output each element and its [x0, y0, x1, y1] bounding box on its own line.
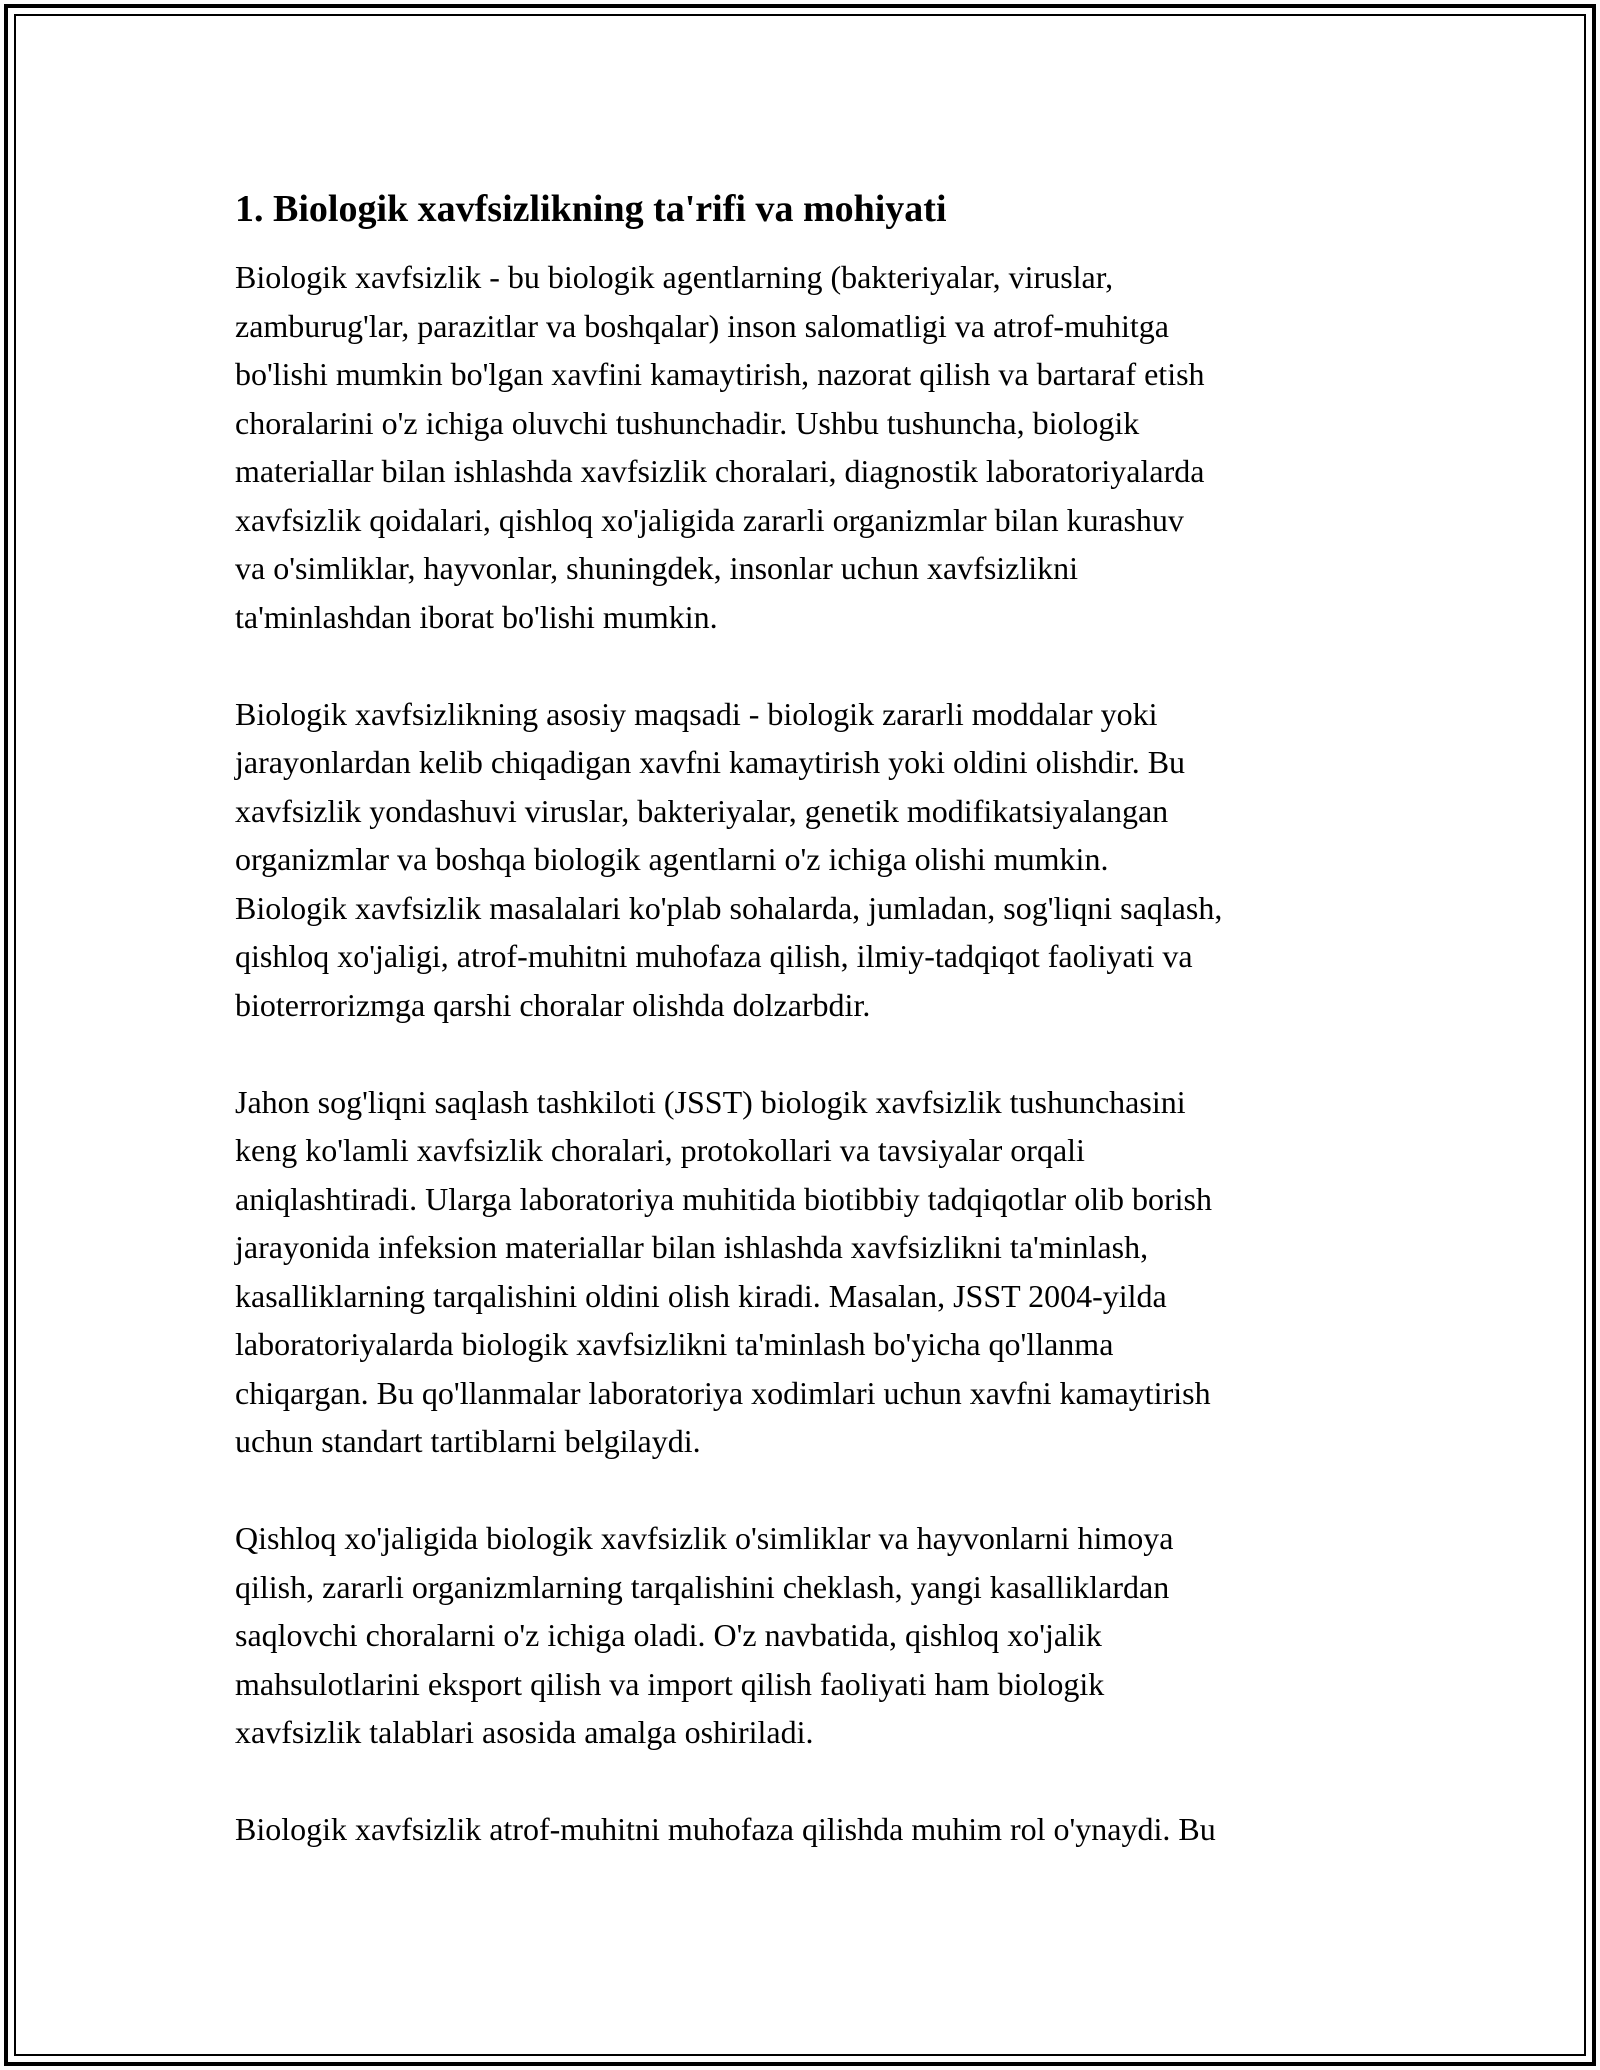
- paragraph-line: Jahon sog'liqni saqlash tashkiloti (JSST) biologik xavfsizlik tushunchasini: [235, 1083, 1186, 1120]
- paragraph-line: Biologik xavfsizlikning asosiy maqsadi - biologik zararli moddalar yoki: [235, 695, 1158, 732]
- paragraph-line: bo'lishi mumkin bo'lgan xavfini kamaytirish, nazorat qilish va bartaraf etish: [235, 356, 1205, 392]
- paragraph-line: laboratoriyalarda biologik xavfsizlikni ta'minlash bo'yicha qo'llanma: [235, 1326, 1114, 1362]
- paragraph-line: xavfsizlik yondashuvi viruslar, bakteriyalar, genetik modifikatsiyalangan: [235, 792, 1169, 829]
- paragraph-line: materiallar bilan ishlashda xavfsizlik choralari, diagnostik laboratoriyalarda: [235, 453, 1205, 489]
- paragraph-line: jarayonlardan kelib chiqadigan xavfni kamaytirish yoki oldini olishdir. Bu: [235, 744, 1186, 780]
- paragraph-line: jarayonida infeksion materiallar bilan ishlashda xavfsizlikni ta'minlash,: [235, 1229, 1149, 1265]
- paragraph-line: chiqargan. Bu qo'llanmalar laboratoriya xodimlari uchun xavfni kamaytirish: [235, 1374, 1211, 1411]
- paragraph-line: xavfsizlik qoidalari, qishloq xo'jaligida zararli organizmlar bilan kurashuv: [235, 501, 1184, 538]
- paragraph-line: uchun standart tartiblarni belgilaydi.: [235, 1423, 701, 1459]
- paragraph-line: organizmlar va boshqa biologik agentlarni o'z ichiga olishi mumkin.: [235, 841, 1109, 877]
- paragraph-line: qilish, zararli organizmlarning tarqalishini cheklash, yangi kasalliklardan: [235, 1568, 1170, 1605]
- section-heading: 1. Biologik xavfsizlikning ta'rifi va mohiyati: [235, 188, 947, 230]
- paragraph-line: ta'minlashdan iborat bo'lishi mumkin.: [235, 598, 718, 635]
- paragraph: [235, 1805, 1385, 1854]
- document-body: [235, 185, 1385, 1902]
- paragraph-line: va o'simliklar, hayvonlar, shuningdek, insonlar uchun xavfsizlikni: [235, 550, 1079, 586]
- paragraph-line: Biologik xavfsizlik masalalari ko'plab sohalarda, jumladan, sog'liqni saqlash,: [235, 889, 1223, 926]
- paragraphs-container: [235, 253, 1385, 1854]
- paragraph-line: Qishloq xo'jaligida biologik xavfsizlik o'simliklar va hayvonlarni himoya: [235, 1520, 1174, 1556]
- paragraph-line: keng ko'lamli xavfsizlik choralari, protokollari va tavsiyalar orqali: [235, 1132, 1085, 1168]
- paragraph-line: Biologik xavfsizlik atrof-muhitni muhofaza qilishda muhim rol o'ynaydi. Bu: [235, 1811, 1216, 1847]
- paragraph-line: choralarini o'z ichiga oluvchi tushunchadir. Ushbu tushuncha, biologik: [235, 404, 1140, 441]
- paragraph-line: xavfsizlik talablari asosida amalga oshiriladi.: [235, 1714, 814, 1750]
- paragraph: [235, 690, 1385, 1030]
- paragraph-line: Biologik xavfsizlik - bu biologik agentlarning (bakteriyalar, viruslar,: [235, 259, 1114, 295]
- paragraph: [235, 1514, 1385, 1757]
- paragraph-line: zamburug'lar, parazitlar va boshqalar) inson salomatligi va atrof-muhitga: [235, 307, 1169, 344]
- paragraph: [235, 1078, 1385, 1466]
- paragraph-line: bioterrorizmga qarshi choralar olishda dolzarbdir.: [235, 986, 871, 1023]
- paragraph-line: aniqlashtiradi. Ularga laboratoriya muhitida biotibbiy tadqiqotlar olib borish: [235, 1180, 1212, 1217]
- paragraph-line: kasalliklarning tarqalishini oldini olish kiradi. Masalan, JSST 2004-yilda: [235, 1277, 1167, 1314]
- paragraph: [235, 253, 1385, 641]
- paragraph-line: qishloq xo'jaligi, atrof-muhitni muhofaza qilish, ilmiy-tadqiqot faoliyati va: [235, 938, 1193, 974]
- paragraph-line: mahsulotlarini eksport qilish va import qilish faoliyati ham biologik: [235, 1665, 1105, 1702]
- paragraph-line: saqlovchi choralarni o'z ichiga oladi. O'z navbatida, qishloq xo'jalik: [235, 1617, 1102, 1653]
